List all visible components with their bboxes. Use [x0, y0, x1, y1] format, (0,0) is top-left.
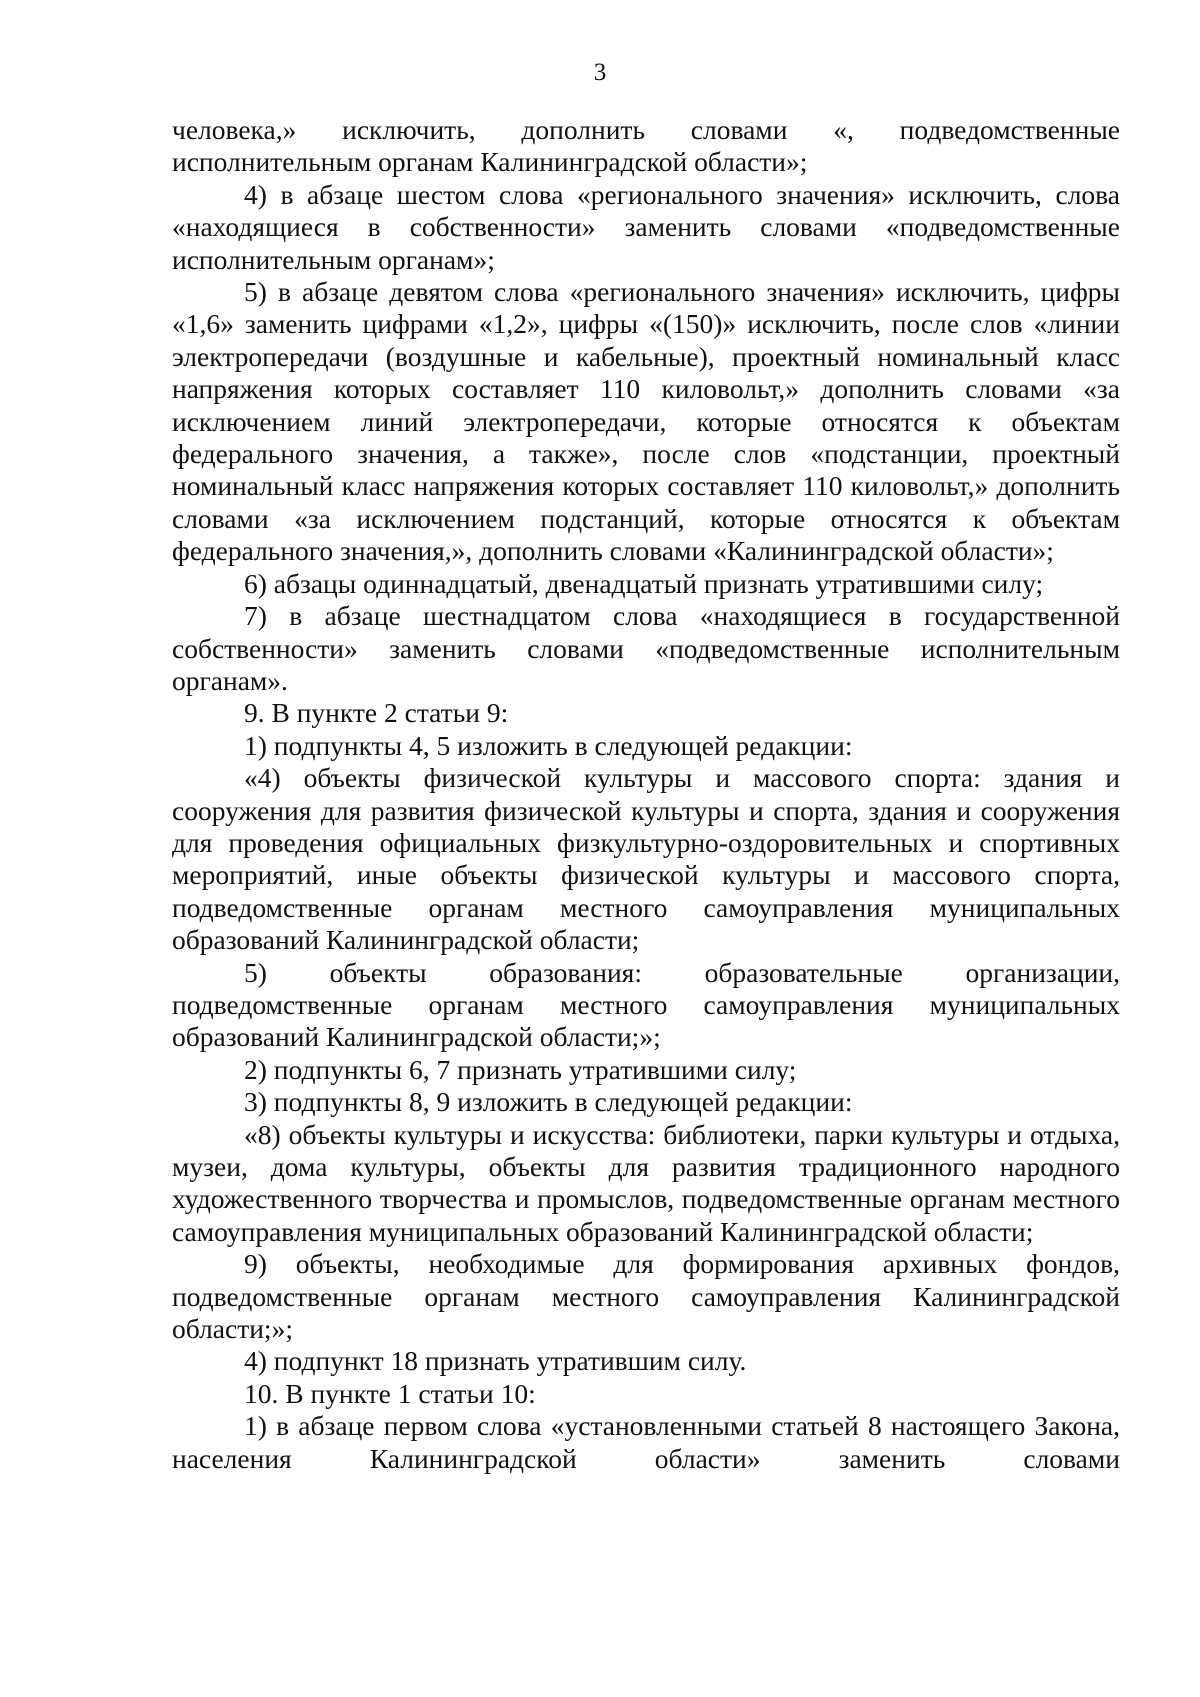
paragraph-item-7: 7) в абзаце шестнадцатом слова «находящиеся в государственной собственности» заменить словами «подведомственные исполнительным органам». [172, 600, 1120, 696]
paragraph-point-9: 9. В пункте 2 статьи 9: [244, 697, 509, 729]
paragraph-subitem-1: 1) подпункты 4, 5 изложить в следующей редакции: [244, 729, 853, 761]
paragraph-item-6: 6) абзацы одиннадцатый, двенадцатый признать утратившими силу; [244, 567, 1044, 599]
paragraph-quoted-9: 9) объекты, необходимые для формирования архивных фондов, подведомственные органам местного самоуправления Калининградской области;»; [172, 1248, 1120, 1345]
page-number: 3 [593, 59, 607, 86]
paragraph-quoted-5: 5) объекты образования: образовательные организации, подведомственные органам местного самоуправления муниципальных образований Калининградской области;»; [172, 956, 1120, 1053]
paragraph-quoted-8: «8) объекты культуры и искусства: библиотеки, парки культуры и отдыха, музеи, дома культуры, объекты для развития традиционного народного художественного творчества и промыслов, подведомственные органам местного самоуправления муниципальных образований Калининградской области; [172, 1118, 1120, 1247]
paragraph-point-10: 10. В пункте 1 статьи 10: [244, 1377, 536, 1409]
paragraph-continuation: человека,» исключить, дополнить словами «, подведомственные исполнительным органам Калининградской области»; [172, 114, 1120, 178]
paragraph-quoted-4: «4) объекты физической культуры и массового спорта: здания и сооружения для развития физической культуры и спорта, здания и сооружения для проведения официальных физкультурно-оздоровительных и спортивных мероприятий, иные объекты физической культуры и массового спорта, подведомственные органам местного самоуправления муниципальных образований Калининградской области; [172, 762, 1120, 956]
document-body [172, 114, 1120, 1475]
paragraph-item-5: 5) в абзаце девятом слова «регионального значения» исключить, цифры «1,6» заменить цифрами «1,2», цифры «(150)» исключить, после слов «линии электропередачи (воздушные и кабельные), проектный номинальный класс напряжения которых составляет 110 киловольт,» дополнить словами «за исключением линий электропередачи, которые относятся к объектам федерального значения, а также», после слов «подстанции, проектный номинальный класс напряжения которых составляет 110 киловольт,» дополнить словами «за исключением подстанций, которые относятся к объектам федерального значения,», дополнить словами «Калининградской области»; [172, 276, 1120, 567]
paragraph-item-4: 4) в абзаце шестом слова «регионального значения» исключить, слова «находящиеся в собственности» заменить словами «подведомственные исполнительным органам»; [172, 178, 1120, 275]
paragraph-subitem-3: 3) подпункты 8, 9 изложить в следующей редакции: [244, 1086, 853, 1118]
paragraph-subitem-4: 4) подпункт 18 признать утратившим силу. [244, 1345, 747, 1377]
paragraph-subitem-2: 2) подпункты 6, 7 признать утратившими силу; [244, 1053, 797, 1085]
paragraph-subitem-1-article-10: 1) в абзаце первом слова «установленными статьей 8 настоящего Закона, населения Калининградской области» заменить словами [172, 1410, 1120, 1474]
